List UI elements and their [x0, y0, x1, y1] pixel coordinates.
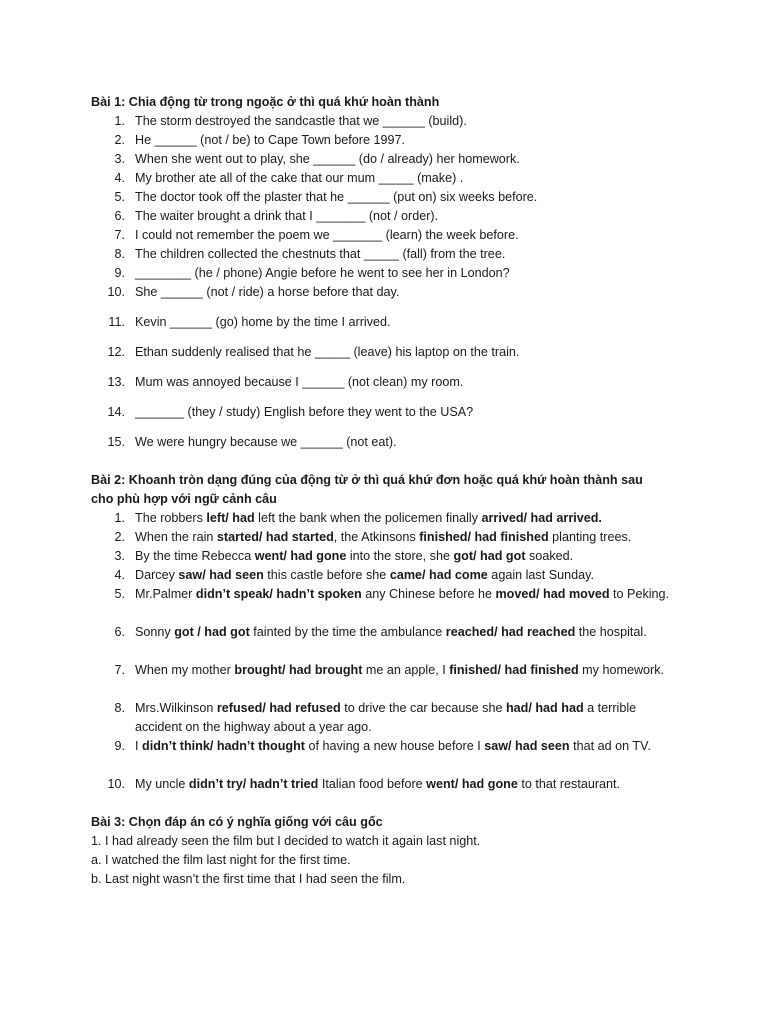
- item-number: 8.: [114, 701, 125, 715]
- text-part: Mrs.Wilkinson: [135, 701, 217, 715]
- section2-title-line1: Bài 2: Khoanh tròn dạng đúng của động từ ở thì quá khứ đơn hoặc quá khứ hoàn thành sau: [91, 473, 643, 487]
- text-part: my homework.: [578, 663, 665, 677]
- text-part: me an apple, I: [362, 663, 450, 677]
- verb-choice[interactable]: didn’t try/ hadn’t tried: [188, 777, 319, 791]
- item-text: [135, 623, 675, 642]
- verb-choice[interactable]: refused/ had refused: [216, 701, 341, 715]
- verb-choice[interactable]: didn’t think/ hadn’t thought: [142, 739, 305, 753]
- item-text: Kevin ______ (go) home by the time I arrived.: [135, 315, 391, 329]
- verb-choice[interactable]: saw/ had seen: [484, 739, 570, 753]
- text-part: When the rain: [135, 530, 217, 544]
- item-text: _______ (they / study) English before they went to the USA?: [135, 405, 474, 419]
- text-part: Italian food before: [318, 777, 427, 791]
- verb-choice[interactable]: finished/ had finished: [419, 530, 549, 544]
- verb-choice[interactable]: didn’t speak/ hadn’t spoken: [195, 587, 362, 601]
- verb-choice[interactable]: got / had got: [174, 625, 250, 639]
- item-text: The storm destroyed the sandcastle that we ______ (build).: [135, 114, 467, 128]
- item-number: 7.: [114, 228, 125, 242]
- verb-choice[interactable]: moved/ had moved: [495, 587, 610, 601]
- text-part: When my mother: [135, 663, 235, 677]
- item-text: The children collected the chestnuts that _____ (fall) from the tree.: [135, 247, 506, 261]
- answer-option-b[interactable]: b. Last night wasn’t the first time that I had seen the film.: [91, 872, 406, 886]
- item-number: 2.: [114, 133, 125, 147]
- verb-choice[interactable]: finished/ had finished: [449, 663, 579, 677]
- section2-title-line2: cho phù hợp với ngữ cảnh câu: [91, 492, 277, 506]
- item-text: [135, 528, 675, 547]
- text-part: of having a new house before I: [304, 739, 485, 753]
- section3-title: Bài 3: Chọn đáp án có ý nghĩa giống với câu gốc: [91, 815, 383, 829]
- item-text: Ethan suddenly realised that he _____ (leave) his laptop on the train.: [135, 345, 520, 359]
- text-part: to Peking.: [609, 587, 670, 601]
- item-text: [135, 661, 675, 680]
- text-part: planting trees.: [548, 530, 632, 544]
- item-text: She ______ (not / ride) a horse before that day.: [135, 285, 400, 299]
- verb-choice[interactable]: came/ had come: [389, 568, 488, 582]
- verb-choice[interactable]: went/ had gone: [254, 549, 347, 563]
- item-text: The doctor took off the plaster that he ______ (put on) six weeks before.: [135, 190, 538, 204]
- verb-choice[interactable]: arrived/ had arrived.: [481, 511, 602, 525]
- item-text: [135, 699, 675, 737]
- item-text: Mum was annoyed because I ______ (not clean) my room.: [135, 375, 464, 389]
- item-text: [135, 737, 675, 756]
- verb-choice[interactable]: left/ had: [206, 511, 255, 525]
- text-part: the hospital.: [575, 625, 647, 639]
- answer-option-a[interactable]: a. I watched the film last night for the first time.: [91, 853, 351, 867]
- item-text: [135, 509, 675, 528]
- item-number: 5.: [114, 587, 125, 601]
- item-text: [135, 775, 675, 794]
- item-text: [135, 547, 675, 566]
- verb-choice[interactable]: reached/ had reached: [445, 625, 576, 639]
- text-part: into the store, she: [346, 549, 454, 563]
- text-part: left the bank when the policemen finally: [254, 511, 482, 525]
- item-number: 6.: [114, 625, 125, 639]
- item-number: 1.: [114, 511, 125, 525]
- item-number: 8.: [114, 247, 125, 261]
- text-part: again last Sunday.: [487, 568, 594, 582]
- text-part: to drive the car because she: [340, 701, 506, 715]
- item-number: 4.: [114, 568, 125, 582]
- item-number: 10.: [107, 777, 125, 791]
- item-number: 9.: [114, 266, 125, 280]
- text-part: The robbers: [135, 511, 207, 525]
- text-part: soaked.: [525, 549, 574, 563]
- item-number: 9.: [114, 739, 125, 753]
- item-number: 2.: [114, 530, 125, 544]
- item-number: 1.: [114, 114, 125, 128]
- item-text: When she went out to play, she ______ (do / already) her homework.: [135, 152, 520, 166]
- verb-choice[interactable]: had/ had had: [505, 701, 584, 715]
- item-text: My brother ate all of the cake that our mum _____ (make) .: [135, 171, 464, 185]
- text-part: fainted by the time the ambulance: [249, 625, 446, 639]
- item-text: We were hungry because we ______ (not eat).: [135, 435, 397, 449]
- item-text: I could not remember the poem we _______ (learn) the week before.: [135, 228, 519, 242]
- item-number: 3.: [114, 152, 125, 166]
- text-part: that ad on TV.: [569, 739, 651, 753]
- question-line: 1. I had already seen the film but I decided to watch it again last night.: [91, 834, 481, 848]
- item-number: 6.: [114, 209, 125, 223]
- text-part: to that restaurant.: [517, 777, 621, 791]
- item-number: 13.: [107, 375, 125, 389]
- item-number: 7.: [114, 663, 125, 677]
- text-part: , the Atkinsons: [333, 530, 420, 544]
- item-text: [135, 566, 675, 585]
- text-part: I: [135, 739, 142, 753]
- item-number: 3.: [114, 549, 125, 563]
- text-part: Sonny: [135, 625, 175, 639]
- item-number: 4.: [114, 171, 125, 185]
- verb-choice[interactable]: saw/ had seen: [178, 568, 264, 582]
- verb-choice[interactable]: got/ had got: [453, 549, 526, 563]
- text-part: Darcey: [135, 568, 179, 582]
- text-part: a terrible accident on the highway about a year ago.: [135, 701, 637, 734]
- text-part: My uncle: [135, 777, 189, 791]
- item-number: 10.: [107, 285, 125, 299]
- item-number: 5.: [114, 190, 125, 204]
- item-text: The waiter brought a drink that I _______ (not / order).: [135, 209, 439, 223]
- text-part: Mr.Palmer: [135, 587, 196, 601]
- item-number: 14.: [107, 405, 125, 419]
- item-text: He ______ (not / be) to Cape Town before 1997.: [135, 133, 406, 147]
- item-number: 15.: [107, 435, 125, 449]
- item-number: 12.: [107, 345, 125, 359]
- section2-title: [91, 471, 691, 509]
- text-part: this castle before she: [263, 568, 390, 582]
- item-text: ________ (he / phone) Angie before he went to see her in London?: [135, 266, 510, 280]
- text-part: By the time Rebecca: [135, 549, 255, 563]
- item-number: 11.: [108, 315, 125, 329]
- verb-choice[interactable]: brought/ had brought: [234, 663, 363, 677]
- verb-choice[interactable]: went/ had gone: [426, 777, 518, 791]
- item-text: [135, 585, 675, 604]
- text-part: any Chinese before he: [361, 587, 496, 601]
- verb-choice[interactable]: started/ had started: [216, 530, 334, 544]
- section1-title: Bài 1: Chia động từ trong ngoặc ở thì quá khứ hoàn thành: [91, 95, 440, 109]
